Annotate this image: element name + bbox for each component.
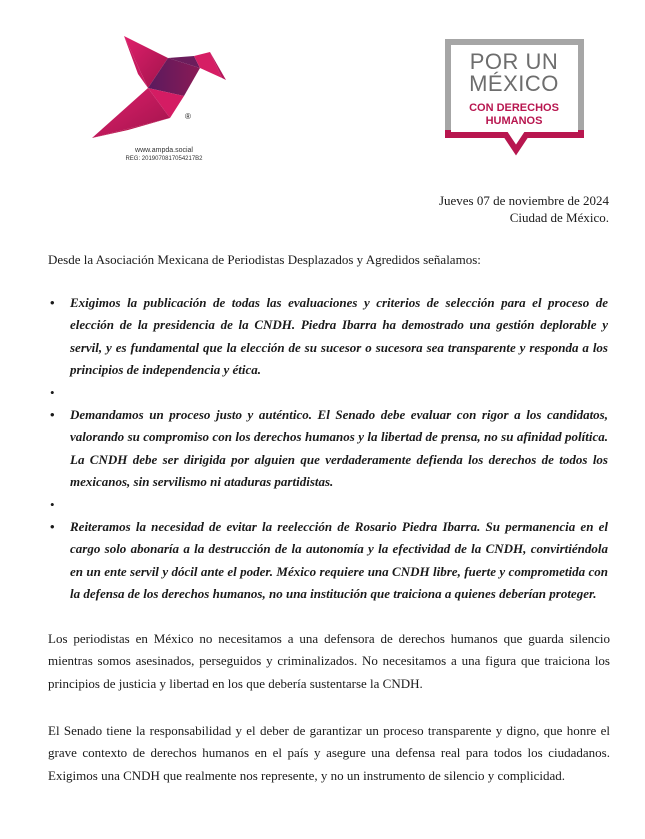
body-paragraph: El Senado tiene la responsabilidad y el deber de garantizar un proceso transparente y digno, que honre el grave contexto de derechos humanos en el país y asegure una defensa real para todos los ciudadanos. Exigimos una CNDH que realmente nos represente, y no un instrumento de silencio y complicidad. [48, 723, 610, 783]
ampda-registration: REG: 2019070817054217B2 [125, 156, 203, 162]
ampda-logo [88, 34, 228, 169]
origami-dove-icon [88, 34, 228, 146]
date-block [439, 192, 609, 226]
campaign-title-line1: POR UN [469, 49, 559, 74]
city-line: Ciudad de México. [509, 210, 609, 225]
campaign-title-line2: MÉXICO [469, 71, 559, 96]
bullet-mark: • [50, 384, 55, 400]
empty-bullet [48, 494, 608, 516]
ampda-url: www.ampda.social [135, 147, 193, 154]
campaign-logo [444, 38, 586, 158]
demand-item: • Reiteramos la necesidad de evitar la reelección de Rosario Piedra Ibarra. Su permanencia en el cargo solo abonaría a la destrucción de la autonomía y la efectividad de la CNDH, convirtiéndola en un ente servil y dócil ante el poder. México requiere una CNDH libre, fuerte y comprometida con la defensa de los derechos humanos, no una institución que traiciona a quienes deberían proteger. [48, 516, 608, 606]
demand-item: • Exigimos la publicación de todas las evaluaciones y criterios de selección para el proceso de elección de la presidencia de la CNDH. Piedra Ibarra ha demostrado una gestión deplorable y servil, y es fundamental que la elección de su sucesor o sucesora sea transparente y responda a los principios de independencia y ética. [48, 292, 608, 382]
registered-mark: ® [185, 112, 191, 121]
date-line: Jueves 07 de noviembre de 2024 [438, 193, 609, 208]
campaign-subtitle-line2: HUMANOS [485, 115, 543, 127]
bullet-mark: • [50, 496, 55, 512]
demands-list [48, 292, 608, 606]
empty-bullet [48, 382, 608, 404]
body-paragraph: Los periodistas en México no necesitamos a una defensora de derechos humanos que guarda silencio mientras somos asesinados, perseguidos y criminalizados. No necesitamos a una figura que traiciona los principios de justicia y libertad en los que debería sustentarse la CNDH. [48, 631, 610, 691]
campaign-subtitle-line1: CON DERECHOS [469, 102, 559, 114]
intro-statement: Desde la Asociación Mexicana de Periodistas Desplazados y Agredidos señalamos: [48, 252, 481, 267]
demand-item: • Demandamos un proceso justo y auténtico. El Senado debe evaluar con rigor a los candidatos, valorando su compromiso con los derechos humanos y la libertad de prensa, no su afinidad política. La CNDH debe ser dirigida por alguien que verdaderamente defienda los derechos de todos los mexicanos, sin servilismo ni ataduras partidistas. [48, 404, 608, 494]
